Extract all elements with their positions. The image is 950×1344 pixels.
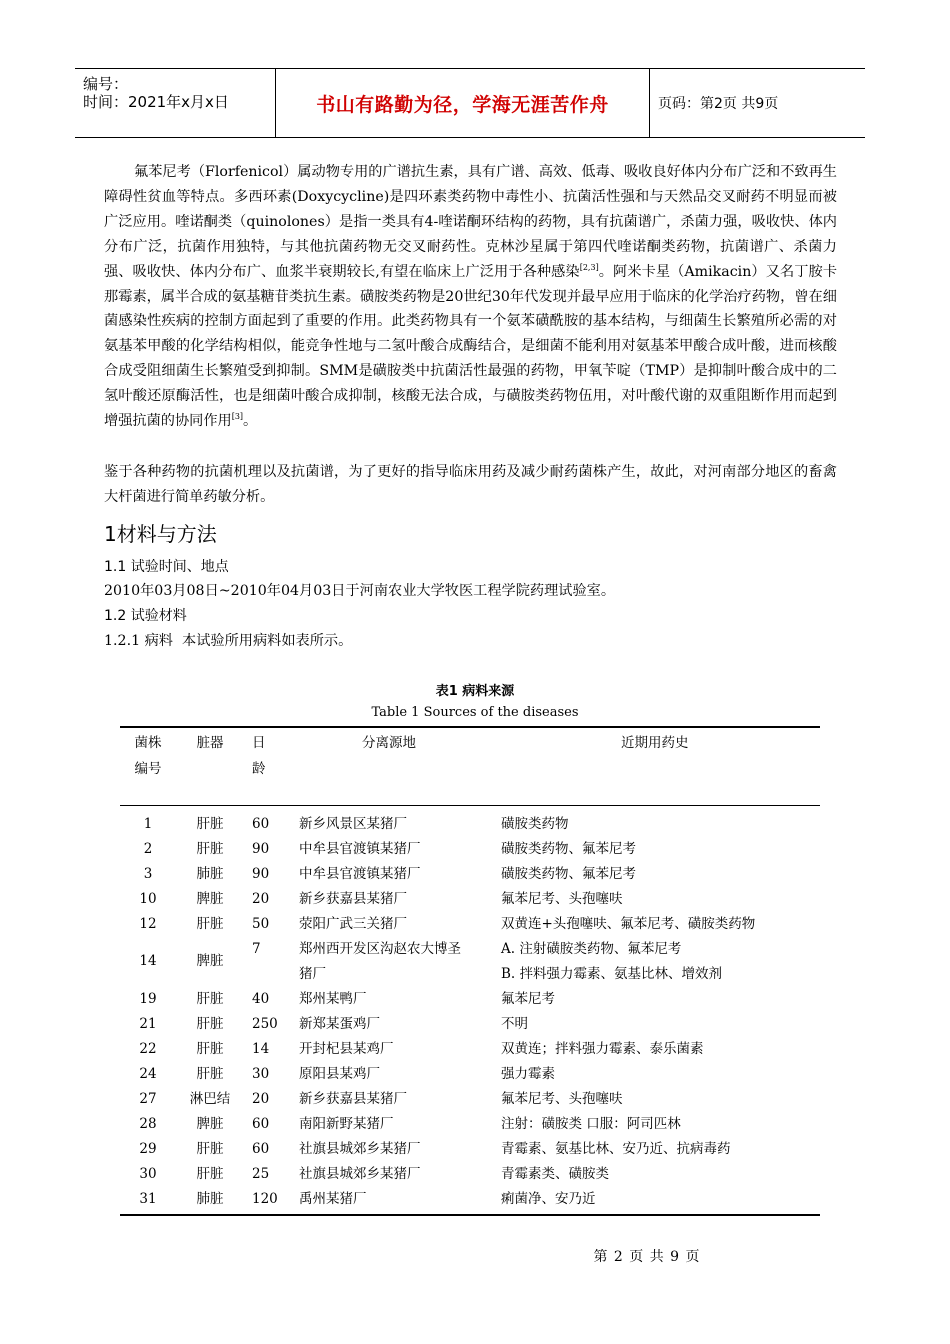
table-cell-history: 磺胺类药物、氟苯尼考 [501, 866, 636, 882]
table-header-source: 分离源地 [362, 735, 416, 751]
table-cell-id: 10 [139, 891, 157, 907]
purpose-text: 鉴于各种药物的抗菌机理以及抗菌谱，为了更好的指导临床用药及减少耐药菌株产生，故此，对河南部分地区的畜禽大杆菌进行简单药敏分析。 [104, 464, 837, 505]
table-cell-source: 郑州西开发区沟赵农大博圣 [299, 941, 461, 957]
table-cell-id: 30 [139, 1166, 157, 1182]
table-cell-history: 青霉素、氨基比林、安乃近、抗病毒药 [501, 1141, 731, 1157]
table-cell-age: 20 [252, 1091, 270, 1107]
table-caption-cn: 表1 病料来源 [435, 684, 515, 699]
intro-text-2: 。阿米卡星（Amikacin）又名丁胺卡那霉素，属半合成的氨基糖苷类抗生素。磺胺类药物是20世纪30年代发现并最早应用于临床的化学治疗药物，曾在细菌感染性疾病的控制方面起到了重要的作用。此类药物具有一个氨苯磺酰胺的基本结构，与细菌生长繁殖所必需的对氨基苯甲酸的化学结构相似，能竞争性地与二氢叶酸合成酶结合，是细菌不能利用对氨基苯甲酸合成叶酸，进而核酸合成受阻细菌生长繁殖受到抑制。SMM是磺胺类中抗菌活性最强的药物，甲氧苄啶（TMP）是抑制叶酸合成中的二氢叶酸还原酶活性，也是细菌叶酸合成抑制，核酸无法合成，与磺胺类药物伍用，对叶酸代谢的双重阻断作用而起到增强抗菌的协同作用 [104, 263, 838, 430]
table-header-rule [120, 805, 820, 806]
table-cell-id: 1 [143, 816, 153, 832]
header-motto: 书山有路勤为径，学海无涯苦作舟 [316, 93, 609, 116]
table-cell-age: 14 [252, 1041, 270, 1057]
table-cell-organ: 肝脏 [196, 1066, 224, 1082]
table-header-age-line2: 龄 [252, 761, 266, 777]
samples-line [104, 630, 352, 650]
table-cell-id: 14 [139, 953, 157, 969]
table-cell-id: 28 [139, 1116, 157, 1132]
table-cell-organ: 肺脏 [196, 1191, 224, 1207]
table-cell-source-cont: 猪厂 [299, 966, 326, 982]
table-cell-age: 120 [252, 1191, 278, 1207]
samples-text: 本试验所用病料如表所示。 [182, 633, 353, 649]
table-cell-id: 24 [139, 1066, 157, 1082]
intro-text-1: 氟苯尼考（Florfenicol）属动物专用的广谱抗生素，具有广谱、高效、低毒、吸收良好体内分布广泛和不致再生障碍性贫血等特点。多西环素(Doxycycline)是四环素类药物中毒性小、抗菌活性强和与天然品交叉耐药不明显而被广泛应用。喹诺酮类（quinolones）是指一类具有4-喹诺酮环结构的药物，具有抗菌谱广，杀菌力强，吸收快、体内分布广泛，抗菌作用独特，与其他抗菌药物无交叉耐药性。克林沙星属于第四代喹诺酮类药物，抗菌谱广、杀菌力强、吸收快、体内分布广、血浆半衰期较长,有望在临床上广泛用于各种感染 [104, 164, 837, 280]
table-cell-organ: 脾脏 [196, 953, 224, 969]
table-cell-age: 30 [252, 1066, 270, 1082]
table-bottom-rule [120, 1214, 820, 1216]
table-cell-history: 青霉素类、磺胺类 [501, 1166, 609, 1182]
table-cell-history: 不明 [501, 1016, 528, 1032]
table-cell-history: 氟苯尼考、头孢噻呋 [501, 891, 623, 907]
table-cell-history: 氟苯尼考 [501, 991, 555, 1007]
table-header-history: 近期用药史 [621, 735, 689, 751]
table-cell-source: 中牟县官渡镇某猪厂 [299, 841, 421, 857]
table-cell-source: 禹州某猪厂 [299, 1191, 367, 1207]
subsection-heading-materials: 1.2 试验材料 [104, 608, 187, 624]
table-cell-history: 强力霉素 [501, 1066, 555, 1082]
header-info-cell [75, 69, 276, 137]
table-cell-id: 27 [139, 1091, 157, 1107]
page-header [75, 68, 865, 138]
section-heading-materials-methods: 1材料与方法 [104, 522, 217, 546]
table-cell-age: 60 [252, 1116, 270, 1132]
table-cell-source: 郑州某鸭厂 [299, 991, 367, 1007]
table-cell-organ: 肝脏 [196, 1041, 224, 1057]
table-cell-age: 90 [252, 866, 270, 882]
table-cell-organ: 肝脏 [196, 1141, 224, 1157]
table-cell-source: 荥阳广武三关猪厂 [299, 916, 407, 932]
header-page-number: 页码：第2页 共9页 [658, 96, 779, 112]
table-cell-id: 21 [139, 1016, 157, 1032]
subsection-heading-time-place: 1.1 试验时间、地点 [104, 559, 229, 575]
table-cell-id: 19 [139, 991, 157, 1007]
header-motto-cell [276, 69, 650, 137]
table-cell-history: 磺胺类药物、氟苯尼考 [501, 841, 636, 857]
citation-2-3: [2,3] [579, 262, 599, 272]
table-cell-history: 双黄连；拌料强力霉素、泰乐菌素 [501, 1041, 704, 1057]
table-cell-source: 社旗县城郊乡某猪厂 [299, 1166, 421, 1182]
table-cell-organ: 肝脏 [196, 816, 224, 832]
purpose-paragraph [104, 460, 837, 510]
table-cell-organ: 肝脏 [196, 841, 224, 857]
table-cell-history: 氟苯尼考、头孢噻呋 [501, 1091, 623, 1107]
table-top-rule [120, 726, 820, 728]
table-cell-history: A. 注射磺胺类药物、氟苯尼考 [501, 941, 682, 957]
table-cell-id: 12 [139, 916, 157, 932]
table-cell-id: 31 [139, 1191, 157, 1207]
table-cell-organ: 脾脏 [196, 1116, 224, 1132]
intro-text-3: 。 [243, 413, 258, 430]
header-page-cell [650, 69, 865, 137]
table-cell-source: 南阳新野某猪厂 [299, 1116, 394, 1132]
table-cell-age: 50 [252, 916, 270, 932]
table-cell-organ: 淋巴结 [189, 1091, 231, 1107]
table-header-id-line2: 编号 [134, 761, 162, 777]
table-header-id [120, 730, 176, 782]
table-cell-history: 注射：磺胺类 口服：阿司匹林 [501, 1116, 681, 1132]
table-cell-source: 中牟县官渡镇某猪厂 [299, 866, 421, 882]
table-cell-history: 磺胺类药物 [501, 816, 569, 832]
table-caption-en: Table 1 Sources of the diseases [371, 705, 579, 720]
table-header-organ: 脏器 [196, 735, 224, 751]
table-cell-organ: 肝脏 [196, 991, 224, 1007]
table-cell-id: 22 [139, 1041, 157, 1057]
table-cell-id: 2 [143, 841, 153, 857]
table-cell-age: 7 [252, 941, 261, 957]
table-cell-id: 3 [143, 866, 153, 882]
table-cell-history: 双黄连+头孢噻呋、氟苯尼考、磺胺类药物 [501, 916, 756, 932]
page-footer: 第 2 页 共 9 页 [593, 1249, 701, 1265]
table-cell-age: 90 [252, 841, 270, 857]
table-cell-source: 新乡风景区某猪厂 [299, 816, 407, 832]
intro-paragraph [104, 160, 837, 434]
table-cell-history: 痢菌净、安乃近 [501, 1191, 596, 1207]
header-number: 编号： [83, 75, 129, 93]
table-cell-age: 60 [252, 816, 270, 832]
table-cell-age: 60 [252, 1141, 270, 1157]
table-cell-organ: 肝脏 [196, 1166, 224, 1182]
table-cell-organ: 肝脏 [196, 1016, 224, 1032]
table-cell-age: 20 [252, 891, 270, 907]
table-cell-history-cont: B. 拌料强力霉素、氨基比林、增效剂 [501, 966, 723, 982]
table-cell-source: 新乡获嘉县某猪厂 [299, 891, 407, 907]
citation-3: [3] [231, 412, 244, 422]
header-time: 时间：2021年x月x日 [83, 93, 229, 111]
table-cell-source: 新郑某蛋鸡厂 [299, 1016, 380, 1032]
table-cell-age: 40 [252, 991, 270, 1007]
table-cell-organ: 肺脏 [196, 866, 224, 882]
table-header-id-line1: 菌株 [134, 735, 162, 751]
table-header-age [252, 730, 266, 782]
samples-heading-number: 1.2.1 病料 [104, 633, 173, 649]
table-cell-age: 25 [252, 1166, 270, 1182]
table-header-age-line1: 日 [252, 735, 266, 751]
table-cell-source: 新乡获嘉县某猪厂 [299, 1091, 407, 1107]
table-cell-organ: 肝脏 [196, 916, 224, 932]
table-cell-id: 29 [139, 1141, 157, 1157]
table-cell-source: 社旗县城郊乡某猪厂 [299, 1141, 421, 1157]
table-cell-age: 250 [252, 1016, 278, 1032]
table-cell-source: 开封杞县某鸡厂 [299, 1041, 394, 1057]
table-cell-source: 原阳县某鸡厂 [299, 1066, 380, 1082]
time-place-text: 2010年03月08日~2010年04月03日于河南农业大学牧医工程学院药理试验室。 [104, 583, 616, 599]
table-cell-organ: 脾脏 [196, 891, 224, 907]
